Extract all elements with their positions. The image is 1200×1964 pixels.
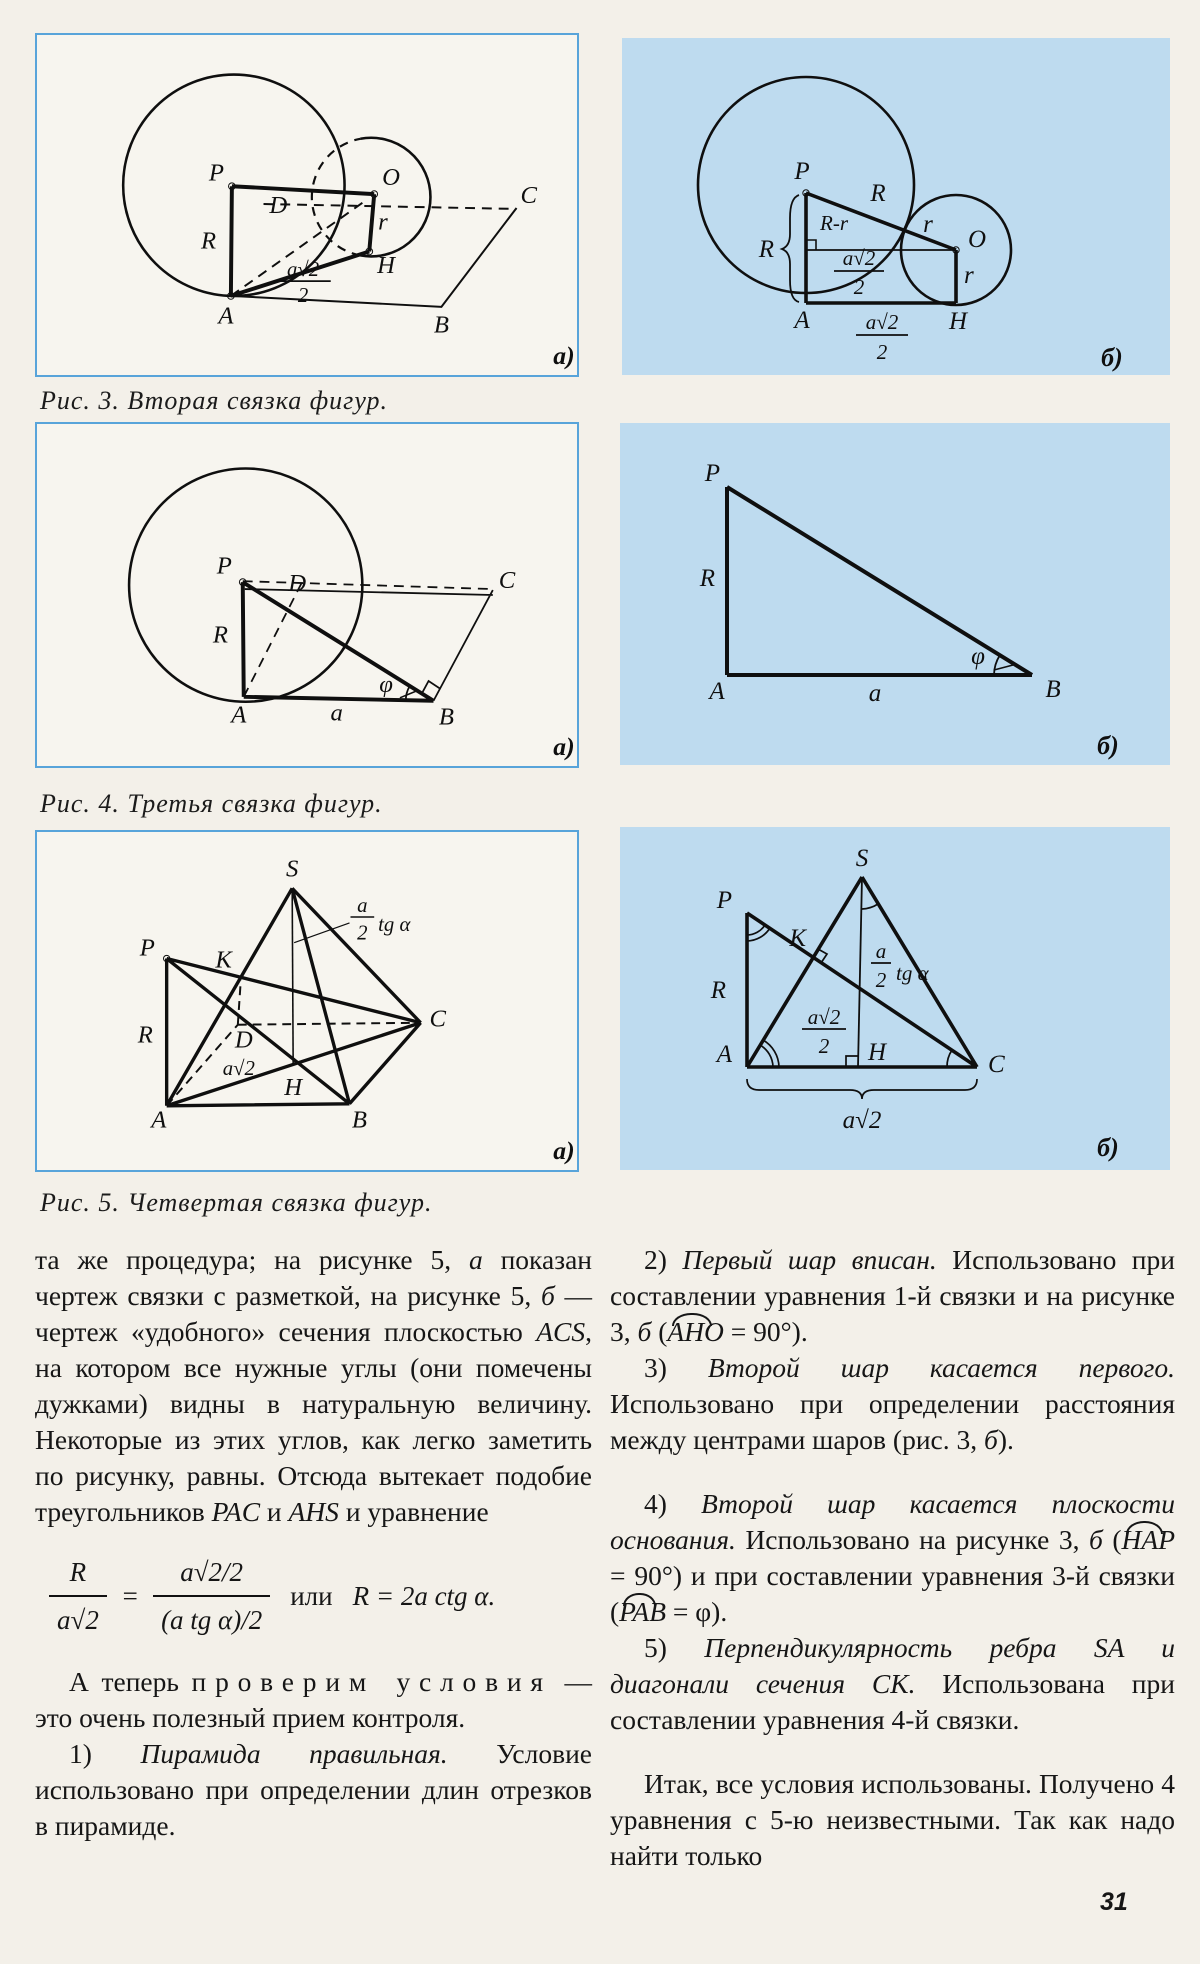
text-run: и уравнение (338, 1496, 489, 1527)
dashed-line-AD (244, 580, 303, 697)
figure-3b-box (622, 38, 1170, 375)
height-SH (292, 888, 293, 1064)
figure-4a-drawing (37, 424, 577, 766)
paragraph-check-conditions (35, 1664, 592, 1736)
text-run: Использовано на рисунке 3, (735, 1524, 1089, 1555)
paragraph-summary: Итак, все условия использованы. Получено 4 уравнения с 5-ю неизвестными. Так как надо найти только (610, 1768, 1175, 1871)
paragraph-condition-2 (610, 1242, 1175, 1350)
label-A: A (231, 701, 247, 729)
label-B: B (433, 311, 449, 339)
text-run-italic: Второй шар касается первого. (707, 1352, 1175, 1383)
text-run: 4) (644, 1488, 702, 1519)
label-O: O (968, 226, 987, 253)
text-run-spaced: проверим условия (191, 1666, 552, 1697)
label-C: C (988, 1051, 1005, 1078)
label-R: R (212, 621, 228, 649)
curly-brace-R (782, 195, 799, 302)
height-SH (858, 877, 862, 1067)
dashed-line-PDC (243, 581, 493, 589)
equation-result: R = 2a ctg α. (352, 1581, 496, 1611)
text-run-italic: Пирамида правильная. (140, 1738, 448, 1769)
subfigure-tag-b: б) (1097, 731, 1119, 760)
text-run: , на котором все нужные углы (они помечены дужками) видны в натуральную величину. Некоторые из этих углов, как легко заметить по рисунку, равны. Отсюда вытекает подобие треугольников (35, 1316, 592, 1527)
figure-3a-drawing (37, 35, 577, 375)
text-run: и (260, 1496, 289, 1527)
figure-3a-box (35, 33, 579, 377)
text-run-italic: Первый шар вписан. (682, 1244, 937, 1275)
label-a: a (868, 680, 882, 707)
label-R: R (710, 977, 726, 1004)
paragraph-condition-4 (610, 1486, 1175, 1630)
text-run-italic: б (637, 1316, 652, 1347)
label-R-brace: R (758, 236, 774, 263)
text-run: ). (997, 1424, 1014, 1455)
text-run: Использовано при определении расстояния между центрами шаров (рис. 3, (610, 1388, 1175, 1455)
fraction2-numerator: a (875, 939, 887, 963)
equation-block (49, 1554, 592, 1638)
text-run: Условие использовано при определении длин отрезков в пирамиде. (35, 1738, 592, 1841)
fraction2-denominator: 2 (876, 340, 888, 364)
label-A: A (151, 1106, 167, 1134)
figure-4b-box (620, 423, 1170, 765)
label-r: r (378, 208, 388, 236)
fraction-denominator: 2 (297, 284, 309, 307)
text-run: 2) (644, 1244, 683, 1275)
label-P: P (216, 552, 232, 580)
angle-arc-A2 (763, 1040, 779, 1067)
label-B: B (438, 703, 454, 731)
angle-HAP: HAP (1121, 1524, 1175, 1555)
text-run-italic: AHS (288, 1496, 339, 1527)
small-sphere-arc-dashed (312, 139, 361, 256)
subfigure-tag-a: а) (553, 1136, 575, 1166)
label-C: C (498, 567, 516, 595)
fraction-left (49, 1554, 107, 1638)
label-r-side: r (964, 262, 974, 289)
text-run-italic: Второй шар касается плоскости основания. (610, 1488, 1175, 1555)
text-run: А теперь (69, 1666, 192, 1697)
text-run-italic: PAC (211, 1496, 261, 1527)
text-run: ( (1102, 1524, 1122, 1555)
text-run: — это очень полезный прием контроля. (35, 1666, 592, 1733)
label-K: K (789, 925, 806, 952)
subfigure-tag-b: б) (1097, 1133, 1119, 1162)
label-S: S (855, 845, 869, 872)
figure-5a-box (35, 830, 579, 1172)
label-A: A (794, 307, 810, 334)
label-r-tangent: r (923, 211, 933, 238)
figure-5b-box (620, 827, 1170, 1170)
or-text: или (290, 1581, 333, 1611)
angle-PAB: PAB (619, 1596, 667, 1627)
text-run: — чертеж «удобного» сечения плоскостью (35, 1280, 593, 1347)
subfigure-tag-b: б) (1101, 343, 1123, 372)
label-P: P (716, 887, 732, 914)
fraction-denominator: a√2 (49, 1595, 107, 1638)
thick-edges (243, 582, 434, 701)
angle-arc-S (862, 904, 878, 909)
triangle-PAB (727, 487, 1032, 675)
text-run-italic: а (468, 1244, 483, 1275)
dashed-line-DC (264, 204, 517, 209)
paragraph-continuation (35, 1242, 592, 1530)
label-H: H (284, 1073, 303, 1101)
label-A: A (709, 678, 725, 705)
paragraph-gap (610, 1738, 1175, 1766)
text-run: показан чертеж связки с разметкой, на рисунке 5, (35, 1244, 592, 1311)
figure-4a-box (35, 422, 579, 768)
label-O: O (382, 164, 400, 192)
label-S: S (286, 855, 299, 883)
brace-under-base (747, 1079, 977, 1099)
fraction2-numerator: a√2 (865, 310, 899, 334)
label-R-minus-r: R-r (820, 211, 848, 235)
fraction-denominator: (a tg α)/2 (153, 1595, 270, 1638)
label-P: P (139, 934, 155, 962)
label-B: B (1045, 676, 1061, 703)
label-P: P (208, 159, 224, 187)
label-R: R (200, 227, 217, 255)
label-R: R (137, 1021, 153, 1049)
angle-AHO: AHO (667, 1316, 724, 1347)
angle-arc-A1 (760, 1045, 773, 1067)
fraction1-numerator: a√2 (842, 246, 876, 270)
fraction1-denominator: 2 (818, 1034, 830, 1058)
text-run: Использовано при составлении уравнения 1-й связки и на рисунке 3, (610, 1244, 1175, 1347)
figure-4b-drawing (620, 423, 1170, 765)
fraction-numerator: a√2/2 (180, 1557, 244, 1587)
fraction-denominator: 2 (357, 922, 368, 945)
paragraph-condition-1 (35, 1736, 592, 1844)
phi-angle-tick (994, 665, 1013, 670)
equals-sign: = (120, 1581, 140, 1611)
left-text-column (35, 1242, 592, 1844)
text-run: 3) (644, 1352, 708, 1383)
paragraph-gap (610, 1458, 1175, 1486)
paragraph-condition-5 (610, 1630, 1175, 1738)
text-run: 1) (69, 1738, 141, 1769)
text-run: Использована при составлении уравнения 4-й связки. (610, 1668, 1175, 1735)
figure-5a-drawing (37, 832, 577, 1170)
label-H: H (948, 308, 968, 335)
fraction-right (153, 1554, 270, 1638)
label-tg-alpha: tg α (896, 961, 929, 985)
fraction-numerator: R (69, 1557, 87, 1587)
label-tg-alpha: tg α (378, 913, 411, 936)
label-C: C (429, 1005, 447, 1033)
angle-arc-C (947, 1050, 952, 1067)
label-P: P (794, 158, 810, 185)
page-number: 31 (1100, 1888, 1128, 1916)
thick-edges (806, 193, 956, 303)
fraction-numerator: a√2 (286, 259, 320, 282)
label-diagonal: a√2 (222, 1058, 255, 1081)
text-run: = 90°). (723, 1316, 808, 1347)
angle-arc-P1 (747, 925, 765, 935)
text-run: = φ). (666, 1596, 728, 1627)
figure-4-caption: Рис. 4. Третья связка фигур. (40, 789, 383, 818)
text-run: ( (651, 1316, 668, 1347)
label-H: H (377, 252, 396, 280)
label-a: a (330, 699, 343, 727)
figure-5-caption: Рис. 5. Четвертая связка фигур. (40, 1188, 433, 1217)
label-R-slant: R (870, 180, 886, 207)
text-run-italic: б (984, 1424, 998, 1455)
fraction2-denominator: 2 (875, 968, 887, 992)
text-run-italic: б (540, 1280, 555, 1311)
text-run-italic: б (1088, 1524, 1103, 1555)
label-phi: φ (379, 670, 393, 698)
label-base-length: a√2 (842, 1107, 882, 1134)
right-text-column (610, 1242, 1175, 1874)
label-B: B (351, 1106, 367, 1134)
text-run-italic: ACS (536, 1316, 586, 1347)
paragraph-condition-3 (610, 1350, 1175, 1458)
text-run: = 90°) и при составлении уравнения 3-й связки ( (610, 1560, 1175, 1627)
subfigure-tag-a: а) (553, 341, 575, 371)
subfigure-tag-a: а) (553, 732, 575, 762)
text-run: та же процедура; на рисунке 5, (35, 1244, 469, 1275)
fraction1-numerator: a√2 (807, 1005, 841, 1029)
figure-3-caption: Рис. 3. Вторая связка фигур. (40, 386, 389, 415)
label-A: A (218, 302, 234, 330)
label-D: D (288, 570, 307, 598)
text-run-italic: Перпендикулярность ребра SA и диагонали сечения CK. (610, 1632, 1175, 1699)
label-D: D (234, 1026, 253, 1054)
label-C: C (520, 182, 537, 210)
phi-angle-tick (400, 691, 417, 698)
text-run: 5) (644, 1632, 705, 1663)
label-H: H (868, 1039, 887, 1066)
label-K: K (215, 946, 232, 974)
figure-5b-drawing (620, 827, 1170, 1170)
fraction-numerator: a (357, 895, 368, 918)
fraction1-denominator: 2 (853, 275, 865, 299)
phi-angle-arc (994, 655, 1000, 675)
label-A: A (716, 1041, 732, 1068)
label-D: D (269, 191, 288, 219)
label-P: P (704, 460, 720, 487)
label-phi: φ (971, 643, 985, 670)
figure-3b-drawing (622, 38, 1170, 375)
label-R: R (699, 565, 715, 592)
